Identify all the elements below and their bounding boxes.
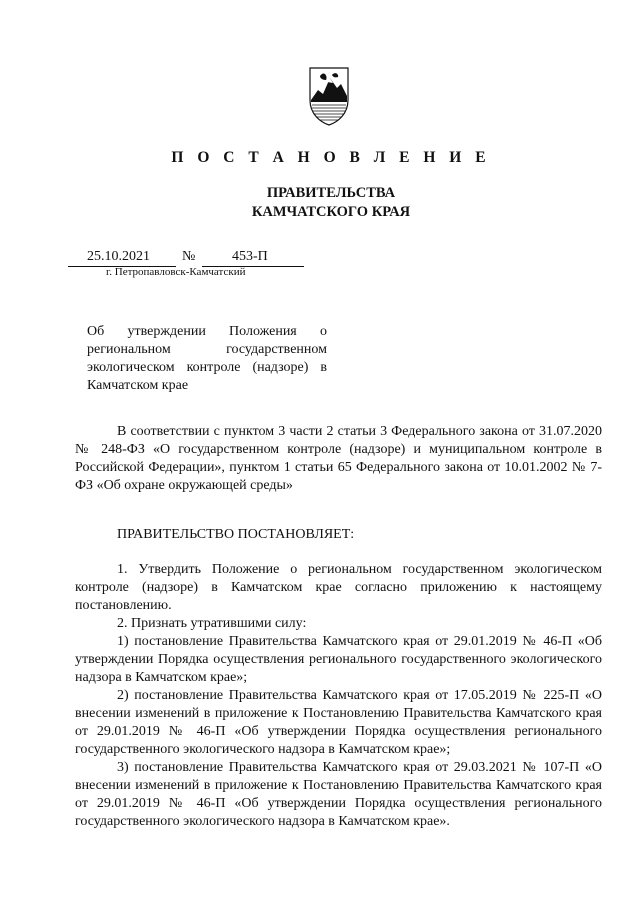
- city-label: г. Петропавловск-Камчатский: [106, 266, 246, 278]
- preamble-paragraph: В соответствии с пунктом 3 части 2 статьи 3 Федерального закона от 31.07.2020 № 248-ФЗ «О государственном контроле (надзоре) и муниципальном контроле в Российской Федерации», пунктом 1 статьи 65 Федерального закона от 10.01.2002 № 7-ФЗ «Об охране окружающей среды»: [75, 424, 602, 493]
- list-item: 2) постановление Правительства Камчатского края от 17.05.2019 № 225-П «О внесении изменений в приложение к Постановлению Правительства Камчатского края от 29.01.2019 № 46-П «Об утверждении Порядка осуществления регионального государственного экологического надзора в Камчатском крае»;: [75, 688, 602, 757]
- issuer-line-1: ПРАВИТЕЛЬСТВА: [266, 185, 396, 201]
- document-type-title: П О С Т А Н О В Л Е Н И Е: [171, 149, 491, 166]
- issuer-block: [0, 184, 640, 222]
- list-item: 3) постановление Правительства Камчатского края от 29.03.2021 № 107-П «О внесении изменений в приложение к Постановлению Правительства Камчатского края от 29.01.2019 № 46-П «Об утверждении Порядка осуществления регионального государственного экологического надзора в Камчатском крае».: [75, 760, 602, 829]
- preamble-block: [75, 423, 602, 495]
- number-sign: №: [182, 249, 196, 264]
- list-item: 1. Утвердить Положение о региональном государственном экологическом контроле (надзоре) в Камчатском крае согласно приложению к настоящему постановлению.: [75, 562, 602, 613]
- decree-items: [75, 561, 602, 831]
- list-item: 2. Признать утратившими силу:: [117, 616, 307, 631]
- document-subject: Об утверждении Положения о региональном государственном экологическом контроле (надзоре) в Камчатском крае: [87, 324, 327, 393]
- issuer-line-2: КАМЧАТСКОГО КРАЯ: [251, 204, 411, 220]
- kamchatka-emblem-icon: [308, 66, 350, 126]
- document-date: 25.10.2021: [87, 249, 150, 264]
- document-number: 453-П: [232, 249, 268, 264]
- decree-heading: ПРАВИТЕЛЬСТВО ПОСТАНОВЛЯЕТ:: [117, 527, 355, 542]
- list-item: 1) постановление Правительства Камчатского края от 29.01.2019 № 46-П «Об утверждении Порядка осуществления регионального государственного экологического надзора в Камчатском крае»;: [75, 634, 602, 685]
